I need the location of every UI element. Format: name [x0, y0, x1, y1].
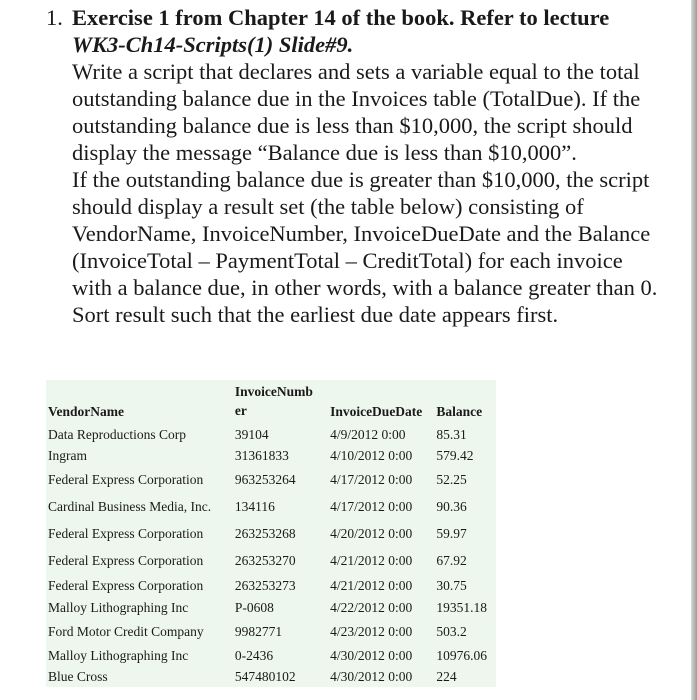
header-vendor-name: VendorName [48, 404, 124, 419]
cell-invoice-due-date: 4/20/2012 0:00 [330, 525, 413, 541]
cell-balance: 90.36 [436, 498, 467, 514]
cell-invoice-number: 39104 [234, 426, 269, 442]
cell-balance: 59.97 [436, 525, 467, 541]
table-row [46, 424, 496, 445]
cell-vendor-name: Cardinal Business Media, Inc. [48, 498, 212, 514]
table-row [46, 493, 496, 520]
cell-vendor-name: Malloy Lithographing Inc [48, 599, 189, 615]
cell-balance: 10976.06 [436, 647, 488, 663]
cell-invoice-due-date: 4/17/2012 0:00 [330, 498, 413, 514]
cell-invoice-due-date: 4/23/2012 0:00 [330, 623, 413, 639]
table-row [46, 520, 496, 547]
cell-invoice-number: 134116 [234, 498, 275, 514]
header-invoice-number [233, 380, 328, 424]
cell-invoice-due-date: 4/30/2012 0:00 [330, 647, 413, 663]
question-number: 1. [46, 5, 63, 30]
cell-vendor-name: Ford Motor Credit Company [48, 623, 204, 639]
cell-balance: 30.75 [436, 577, 467, 593]
cell-invoice-number: 547480102 [234, 668, 296, 684]
cell-vendor-name: Blue Cross [48, 668, 108, 684]
question-heading [72, 4, 666, 58]
question-header [46, 4, 666, 58]
cell-vendor-name: Federal Express Corporation [48, 552, 204, 568]
result-table-container [46, 380, 496, 687]
instructions-paragraph-2: If the outstanding balance due is greater than $10,000, the script should display a result set (the table below) consisting of VendorName, InvoiceNumber, InvoiceDueDate and the Balance (InvoiceTotal – PaymentTotal – CreditTotal) for each invoice with a balance due, in other words, with a balance greater than 0. Sort result such that the earliest due date appears first. [72, 167, 658, 327]
table-row [46, 666, 496, 687]
table-row [46, 445, 496, 466]
cell-balance: 503.2 [436, 623, 467, 639]
table-row [46, 597, 496, 618]
cell-vendor-name: Federal Express Corporation [48, 577, 204, 593]
cell-vendor-name: Malloy Lithographing Inc [48, 647, 189, 663]
table-row [46, 618, 496, 645]
lecture-reference: WK3-Ch14-Scripts(1) Slide#9. [72, 32, 354, 57]
page-edge-shadow [691, 0, 697, 700]
header-invoice-number-line1: InvoiceNumb [234, 384, 313, 399]
cell-invoice-number: 263253273 [234, 577, 296, 593]
cell-balance: 224 [436, 668, 457, 684]
result-table [46, 380, 496, 687]
cell-balance: 579.42 [436, 447, 474, 463]
cell-invoice-due-date: 4/21/2012 0:00 [330, 552, 413, 568]
cell-invoice-number: 963253264 [234, 471, 296, 487]
cell-vendor-name: Federal Express Corporation [48, 471, 204, 487]
cell-balance: 67.92 [436, 552, 467, 568]
cell-invoice-number: P-0608 [234, 599, 274, 615]
cell-invoice-due-date: 4/22/2012 0:00 [330, 599, 413, 615]
cell-balance: 85.31 [436, 426, 467, 442]
header-invoice-number-line2: er [234, 403, 247, 418]
table-row [46, 574, 496, 597]
question-block [46, 4, 666, 328]
cell-invoice-due-date: 4/17/2012 0:00 [330, 471, 413, 487]
question-title: Exercise 1 from Chapter 14 of the book. Refer to lecture [72, 5, 610, 30]
cell-invoice-number: 263253270 [234, 552, 296, 568]
cell-invoice-due-date: 4/21/2012 0:00 [330, 577, 413, 593]
header-balance: Balance [436, 404, 483, 419]
cell-balance: 19351.18 [436, 599, 488, 615]
cell-invoice-number: 9982771 [234, 623, 283, 639]
table-row [46, 466, 496, 493]
cell-invoice-due-date: 4/30/2012 0:00 [330, 668, 413, 684]
cell-vendor-name: Ingram [48, 447, 87, 463]
table-header-row [46, 380, 496, 424]
cell-invoice-number: 31361833 [234, 447, 289, 463]
header-invoice-due-date: InvoiceDueDate [330, 404, 423, 419]
cell-vendor-name: Federal Express Corporation [48, 525, 204, 541]
table-body [46, 424, 496, 687]
cell-vendor-name: Data Reproductions Corp [48, 426, 186, 442]
cell-invoice-due-date: 4/10/2012 0:00 [330, 447, 413, 463]
table-row [46, 645, 496, 666]
cell-invoice-number: 0-2436 [234, 647, 274, 663]
cell-balance: 52.25 [436, 471, 467, 487]
instructions-paragraph-1: Write a script that declares and sets a variable equal to the total outstanding balance due in the Invoices table (TotalDue). If the outstanding balance due is less than $10,000, the script should display the message “Balance due is less than $10,000”. [72, 59, 641, 165]
table-row [46, 547, 496, 574]
cell-invoice-due-date: 4/9/2012 0:00 [330, 426, 406, 442]
cell-invoice-number: 263253268 [234, 525, 296, 541]
